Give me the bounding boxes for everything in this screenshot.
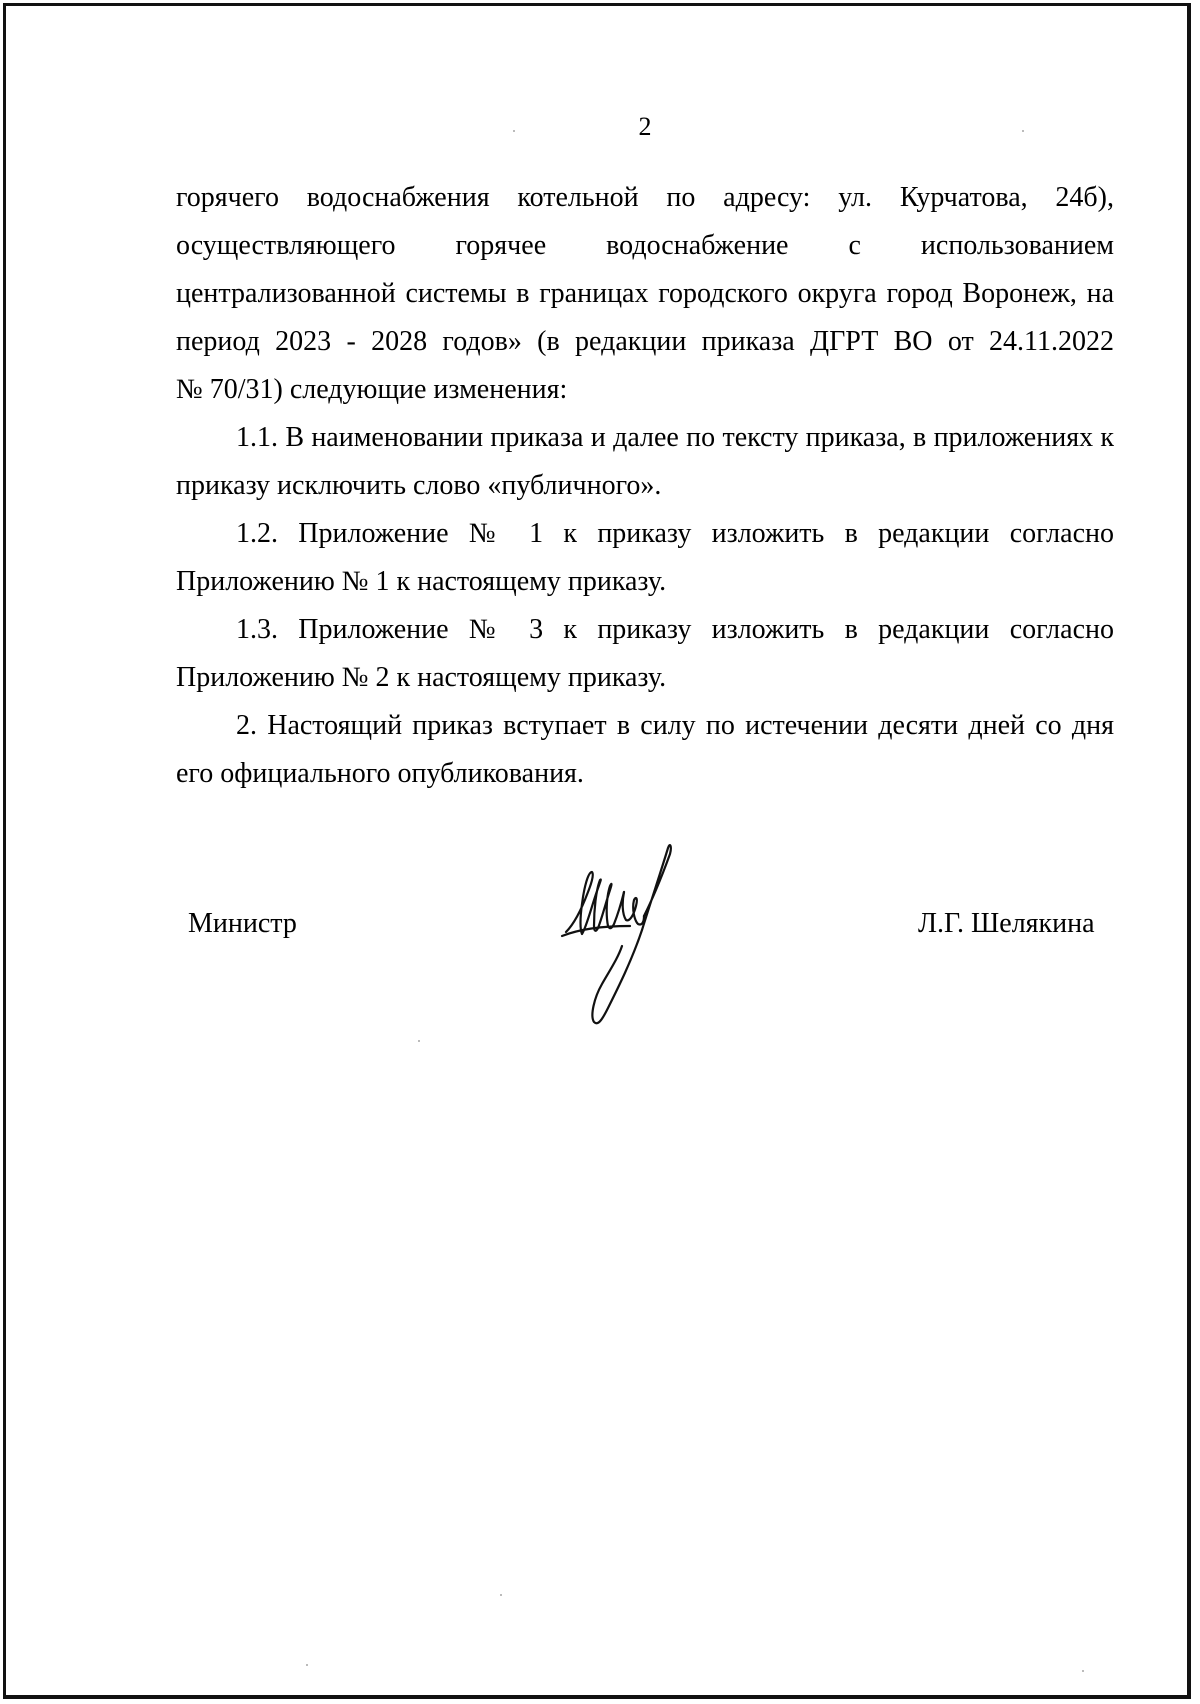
intro-paragraph xyxy=(176,174,1114,414)
item-1-2-paragraph: 1.2. Приложение № 1 к приказу изложить в редакции согласно Приложению № 1 к настоящему приказу. xyxy=(176,518,1114,597)
handwritten-signature xyxy=(552,838,702,1028)
intro-line: № 70/31) следующие изменения: xyxy=(176,374,568,405)
scan-speck xyxy=(1082,1670,1084,1672)
scan-speck xyxy=(513,130,515,132)
intro-line: централизованной системы в границах городского округа город Воронеж, на xyxy=(176,278,1114,309)
scan-speck xyxy=(1022,130,1024,132)
scan-speck xyxy=(418,1040,420,1042)
intro-line: горячего водоснабжения котельной по адресу: ул. Курчатова, 24б), xyxy=(176,182,1114,213)
document-body xyxy=(176,174,1114,798)
item-1-1-paragraph: 1.1. В наименовании приказа и далее по тексту приказа, в приложениях к приказу исключить слово «публичного». xyxy=(176,422,1114,501)
intro-line: период 2023 - 2028 годов» (в редакции приказа ДГРТ ВО от 24.11.2022 xyxy=(176,326,1114,357)
intro-line: осуществляющего горячее водоснабжение с использованием xyxy=(176,230,1114,261)
item-2-paragraph: 2. Настоящий приказ вступает в силу по истечении десяти дней со дня его официального опубликования. xyxy=(176,710,1114,789)
signer-position: Министр xyxy=(188,908,297,939)
item-1-3-paragraph: 1.3. Приложение № 3 к приказу изложить в редакции согласно Приложению № 2 к настоящему приказу. xyxy=(176,614,1114,693)
signer-name: Л.Г. Шелякина xyxy=(918,908,1095,939)
scan-speck xyxy=(306,1664,308,1666)
page-number: 2 xyxy=(638,112,652,141)
scan-speck xyxy=(500,1594,502,1596)
